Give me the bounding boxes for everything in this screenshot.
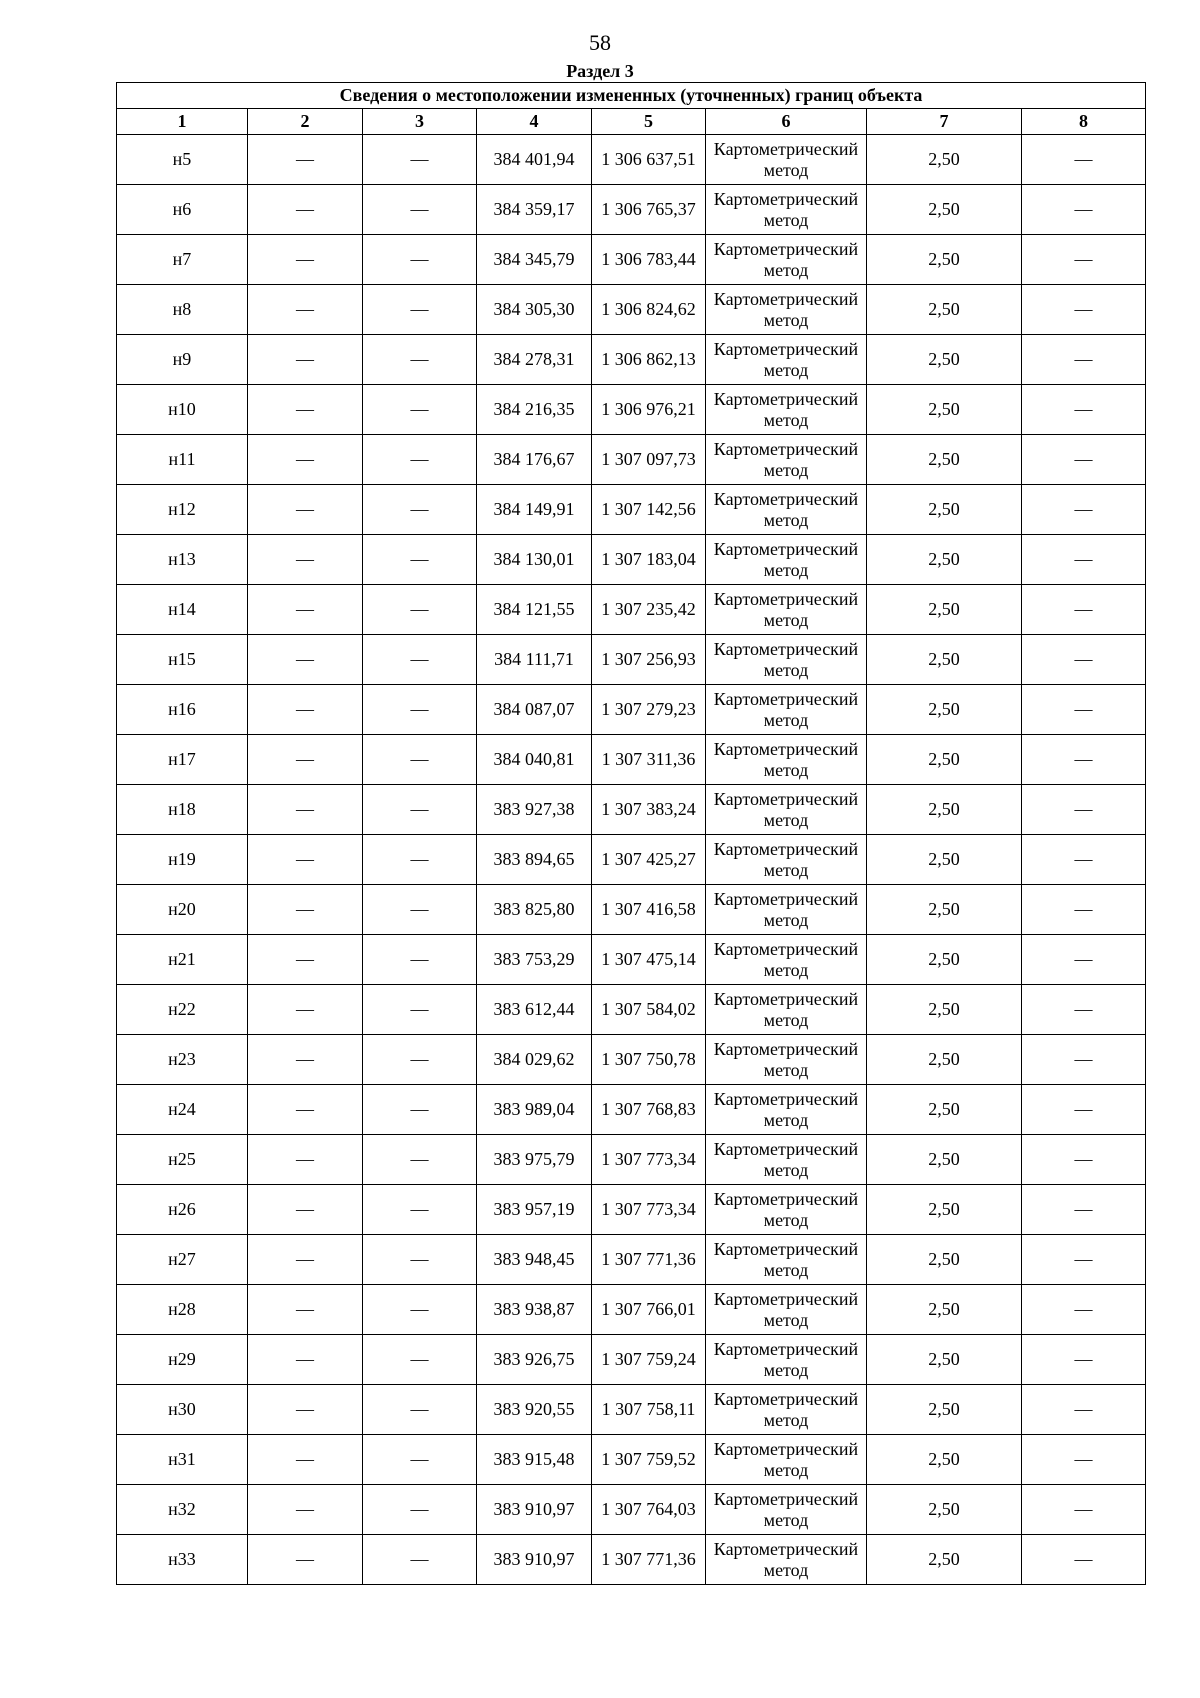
y-coordinate: 1 307 256,93 [592, 635, 706, 685]
column-8-dash: — [1022, 135, 1146, 185]
column-2-dash: — [248, 235, 363, 285]
x-coordinate: 383 989,04 [477, 1085, 592, 1135]
x-coordinate: 384 111,71 [477, 635, 592, 685]
accuracy-value: 2,50 [867, 1335, 1022, 1385]
column-3-dash: — [363, 1385, 477, 1435]
x-coordinate: 383 948,45 [477, 1235, 592, 1285]
table-row [117, 1235, 1146, 1285]
column-2-dash: — [248, 1285, 363, 1335]
column-8-dash: — [1022, 1535, 1146, 1585]
y-coordinate: 1 307 235,42 [592, 585, 706, 635]
column-2-dash: — [248, 1035, 363, 1085]
table-row [117, 835, 1146, 885]
column-2-dash: — [248, 685, 363, 735]
y-coordinate: 1 307 759,24 [592, 1335, 706, 1385]
column-3-dash: — [363, 1335, 477, 1385]
column-8-dash: — [1022, 1185, 1146, 1235]
column-3-dash: — [363, 1135, 477, 1185]
point-name: н28 [117, 1285, 248, 1335]
x-coordinate: 384 401,94 [477, 135, 592, 185]
point-name: н30 [117, 1385, 248, 1435]
y-coordinate: 1 307 097,73 [592, 435, 706, 485]
y-coordinate: 1 306 783,44 [592, 235, 706, 285]
column-8-dash: — [1022, 985, 1146, 1035]
column-8-dash: — [1022, 685, 1146, 735]
column-3-dash: — [363, 1035, 477, 1085]
table-row [117, 1135, 1146, 1185]
table-row [117, 685, 1146, 735]
column-8-dash: — [1022, 1435, 1146, 1485]
y-coordinate: 1 307 750,78 [592, 1035, 706, 1085]
determination-method: Картометрический метод [706, 285, 867, 335]
point-name: н12 [117, 485, 248, 535]
point-name: н31 [117, 1435, 248, 1485]
y-coordinate: 1 307 758,11 [592, 1385, 706, 1435]
x-coordinate: 383 938,87 [477, 1285, 592, 1335]
column-number: 2 [248, 109, 363, 135]
table-row [117, 935, 1146, 985]
column-3-dash: — [363, 1485, 477, 1535]
column-2-dash: — [248, 1435, 363, 1485]
determination-method: Картометрический метод [706, 385, 867, 435]
determination-method: Картометрический метод [706, 1035, 867, 1085]
column-2-dash: — [248, 635, 363, 685]
x-coordinate: 383 910,97 [477, 1535, 592, 1585]
point-name: н8 [117, 285, 248, 335]
column-3-dash: — [363, 1535, 477, 1585]
determination-method: Картометрический метод [706, 685, 867, 735]
x-coordinate: 384 087,07 [477, 685, 592, 735]
column-3-dash: — [363, 535, 477, 585]
column-8-dash: — [1022, 235, 1146, 285]
table-row [117, 235, 1146, 285]
table-row [117, 1385, 1146, 1435]
column-8-dash: — [1022, 1385, 1146, 1435]
point-name: н15 [117, 635, 248, 685]
page-number: 58 [589, 30, 611, 55]
x-coordinate: 383 910,97 [477, 1485, 592, 1535]
column-8-dash: — [1022, 1485, 1146, 1535]
table-caption-row [117, 83, 1146, 109]
column-3-dash: — [363, 785, 477, 835]
column-8-dash: — [1022, 335, 1146, 385]
table-row [117, 585, 1146, 635]
y-coordinate: 1 307 771,36 [592, 1535, 706, 1585]
x-coordinate: 384 149,91 [477, 485, 592, 535]
column-3-dash: — [363, 235, 477, 285]
column-3-dash: — [363, 735, 477, 785]
determination-method: Картометрический метод [706, 1235, 867, 1285]
column-8-dash: — [1022, 535, 1146, 585]
column-number: 1 [117, 109, 248, 135]
determination-method: Картометрический метод [706, 335, 867, 385]
column-8-dash: — [1022, 835, 1146, 885]
determination-method: Картометрический метод [706, 735, 867, 785]
accuracy-value: 2,50 [867, 1485, 1022, 1535]
accuracy-value: 2,50 [867, 385, 1022, 435]
table-row [117, 885, 1146, 935]
x-coordinate: 384 121,55 [477, 585, 592, 635]
accuracy-value: 2,50 [867, 1135, 1022, 1185]
determination-method: Картометрический метод [706, 135, 867, 185]
column-3-dash: — [363, 985, 477, 1035]
y-coordinate: 1 306 976,21 [592, 385, 706, 435]
column-2-dash: — [248, 335, 363, 385]
column-2-dash: — [248, 535, 363, 585]
column-number: 5 [592, 109, 706, 135]
accuracy-value: 2,50 [867, 985, 1022, 1035]
column-number: 3 [363, 109, 477, 135]
column-8-dash: — [1022, 735, 1146, 785]
column-3-dash: — [363, 585, 477, 635]
y-coordinate: 1 307 773,34 [592, 1185, 706, 1235]
column-number: 7 [867, 109, 1022, 135]
column-8-dash: — [1022, 1335, 1146, 1385]
determination-method: Картометрический метод [706, 1485, 867, 1535]
column-8-dash: — [1022, 385, 1146, 435]
y-coordinate: 1 307 475,14 [592, 935, 706, 985]
column-2-dash: — [248, 1535, 363, 1585]
column-2-dash: — [248, 935, 363, 985]
table-row [117, 185, 1146, 235]
column-8-dash: — [1022, 1285, 1146, 1335]
column-3-dash: — [363, 335, 477, 385]
column-8-dash: — [1022, 185, 1146, 235]
column-3-dash: — [363, 1185, 477, 1235]
point-name: н19 [117, 835, 248, 885]
accuracy-value: 2,50 [867, 1235, 1022, 1285]
accuracy-value: 2,50 [867, 885, 1022, 935]
point-name: н5 [117, 135, 248, 185]
point-name: н23 [117, 1035, 248, 1085]
x-coordinate: 384 216,35 [477, 385, 592, 435]
accuracy-value: 2,50 [867, 685, 1022, 735]
x-coordinate: 384 040,81 [477, 735, 592, 785]
table-row [117, 1335, 1146, 1385]
column-3-dash: — [363, 1435, 477, 1485]
determination-method: Картометрический метод [706, 635, 867, 685]
column-8-dash: — [1022, 635, 1146, 685]
column-2-dash: — [248, 1085, 363, 1135]
table-row [117, 1535, 1146, 1585]
point-name: н16 [117, 685, 248, 735]
column-3-dash: — [363, 135, 477, 185]
point-name: н14 [117, 585, 248, 635]
table-row [117, 985, 1146, 1035]
column-8-dash: — [1022, 785, 1146, 835]
point-name: н9 [117, 335, 248, 385]
table-row [117, 285, 1146, 335]
y-coordinate: 1 307 768,83 [592, 1085, 706, 1135]
table-row [117, 635, 1146, 685]
column-2-dash: — [248, 785, 363, 835]
determination-method: Картометрический метод [706, 1385, 867, 1435]
x-coordinate: 384 305,30 [477, 285, 592, 335]
column-2-dash: — [248, 985, 363, 1035]
accuracy-value: 2,50 [867, 1185, 1022, 1235]
accuracy-value: 2,50 [867, 1285, 1022, 1335]
y-coordinate: 1 307 584,02 [592, 985, 706, 1035]
table-row [117, 1085, 1146, 1135]
point-name: н13 [117, 535, 248, 585]
column-number-row [117, 109, 1146, 135]
point-name: н24 [117, 1085, 248, 1135]
column-number: 4 [477, 109, 592, 135]
column-3-dash: — [363, 385, 477, 435]
column-number: 8 [1022, 109, 1146, 135]
determination-method: Картометрический метод [706, 985, 867, 1035]
determination-method: Картометрический метод [706, 1185, 867, 1235]
y-coordinate: 1 307 311,36 [592, 735, 706, 785]
column-2-dash: — [248, 285, 363, 335]
accuracy-value: 2,50 [867, 1535, 1022, 1585]
column-2-dash: — [248, 1185, 363, 1235]
y-coordinate: 1 307 383,24 [592, 785, 706, 835]
table-row [117, 135, 1146, 185]
y-coordinate: 1 307 759,52 [592, 1435, 706, 1485]
y-coordinate: 1 306 824,62 [592, 285, 706, 335]
y-coordinate: 1 306 637,51 [592, 135, 706, 185]
table-row [117, 385, 1146, 435]
y-coordinate: 1 307 771,36 [592, 1235, 706, 1285]
table-row [117, 1435, 1146, 1485]
determination-method: Картометрический метод [706, 835, 867, 885]
point-name: н25 [117, 1135, 248, 1185]
determination-method: Картометрический метод [706, 785, 867, 835]
column-2-dash: — [248, 585, 363, 635]
accuracy-value: 2,50 [867, 435, 1022, 485]
x-coordinate: 384 359,17 [477, 185, 592, 235]
accuracy-value: 2,50 [867, 635, 1022, 685]
column-2-dash: — [248, 185, 363, 235]
x-coordinate: 383 612,44 [477, 985, 592, 1035]
point-name: н26 [117, 1185, 248, 1235]
x-coordinate: 383 927,38 [477, 785, 592, 835]
point-name: н11 [117, 435, 248, 485]
table-row [117, 535, 1146, 585]
table-row [117, 1185, 1146, 1235]
column-8-dash: — [1022, 285, 1146, 335]
table-row [117, 485, 1146, 535]
table-row [117, 435, 1146, 485]
accuracy-value: 2,50 [867, 585, 1022, 635]
x-coordinate: 383 957,19 [477, 1185, 592, 1235]
table-body [117, 135, 1146, 1585]
determination-method: Картометрический метод [706, 485, 867, 535]
point-name: н17 [117, 735, 248, 785]
column-8-dash: — [1022, 885, 1146, 935]
point-name: н20 [117, 885, 248, 935]
accuracy-value: 2,50 [867, 185, 1022, 235]
point-name: н10 [117, 385, 248, 435]
column-2-dash: — [248, 1135, 363, 1185]
x-coordinate: 384 345,79 [477, 235, 592, 285]
point-name: н32 [117, 1485, 248, 1535]
y-coordinate: 1 307 773,34 [592, 1135, 706, 1185]
table-caption: Сведения о местоположении измененных (уточненных) границ объекта [117, 83, 1146, 109]
determination-method: Картометрический метод [706, 185, 867, 235]
accuracy-value: 2,50 [867, 1085, 1022, 1135]
column-number: 6 [706, 109, 867, 135]
column-3-dash: — [363, 685, 477, 735]
column-8-dash: — [1022, 1135, 1146, 1185]
column-2-dash: — [248, 1385, 363, 1435]
point-name: н33 [117, 1535, 248, 1585]
column-8-dash: — [1022, 435, 1146, 485]
column-3-dash: — [363, 885, 477, 935]
point-name: н18 [117, 785, 248, 835]
y-coordinate: 1 307 416,58 [592, 885, 706, 935]
accuracy-value: 2,50 [867, 935, 1022, 985]
point-name: н27 [117, 1235, 248, 1285]
column-2-dash: — [248, 835, 363, 885]
y-coordinate: 1 307 766,01 [592, 1285, 706, 1335]
column-3-dash: — [363, 435, 477, 485]
y-coordinate: 1 306 765,37 [592, 185, 706, 235]
column-3-dash: — [363, 1285, 477, 1335]
table-row [117, 1485, 1146, 1535]
column-8-dash: — [1022, 935, 1146, 985]
y-coordinate: 1 307 142,56 [592, 485, 706, 535]
accuracy-value: 2,50 [867, 235, 1022, 285]
x-coordinate: 384 278,31 [477, 335, 592, 385]
column-3-dash: — [363, 835, 477, 885]
column-2-dash: — [248, 485, 363, 535]
determination-method: Картометрический метод [706, 1285, 867, 1335]
determination-method: Картометрический метод [706, 935, 867, 985]
section-title: Раздел 3 [566, 61, 634, 81]
accuracy-value: 2,50 [867, 485, 1022, 535]
table-row [117, 335, 1146, 385]
column-3-dash: — [363, 1235, 477, 1285]
column-8-dash: — [1022, 485, 1146, 535]
x-coordinate: 383 894,65 [477, 835, 592, 885]
x-coordinate: 383 975,79 [477, 1135, 592, 1185]
accuracy-value: 2,50 [867, 735, 1022, 785]
table-row [117, 1285, 1146, 1335]
accuracy-value: 2,50 [867, 1035, 1022, 1085]
table-row [117, 735, 1146, 785]
y-coordinate: 1 307 183,04 [592, 535, 706, 585]
column-2-dash: — [248, 435, 363, 485]
y-coordinate: 1 307 425,27 [592, 835, 706, 885]
column-2-dash: — [248, 385, 363, 435]
point-name: н7 [117, 235, 248, 285]
point-name: н29 [117, 1335, 248, 1385]
accuracy-value: 2,50 [867, 135, 1022, 185]
determination-method: Картометрический метод [706, 1335, 867, 1385]
column-3-dash: — [363, 635, 477, 685]
accuracy-value: 2,50 [867, 835, 1022, 885]
determination-method: Картометрический метод [706, 1435, 867, 1485]
y-coordinate: 1 306 862,13 [592, 335, 706, 385]
column-3-dash: — [363, 185, 477, 235]
accuracy-value: 2,50 [867, 1435, 1022, 1485]
column-3-dash: — [363, 485, 477, 535]
x-coordinate: 383 753,29 [477, 935, 592, 985]
column-8-dash: — [1022, 585, 1146, 635]
point-name: н21 [117, 935, 248, 985]
column-3-dash: — [363, 1085, 477, 1135]
determination-method: Картометрический метод [706, 1085, 867, 1135]
accuracy-value: 2,50 [867, 1385, 1022, 1435]
x-coordinate: 383 915,48 [477, 1435, 592, 1485]
point-name: н6 [117, 185, 248, 235]
column-8-dash: — [1022, 1035, 1146, 1085]
y-coordinate: 1 307 279,23 [592, 685, 706, 735]
determination-method: Картометрический метод [706, 585, 867, 635]
x-coordinate: 384 176,67 [477, 435, 592, 485]
x-coordinate: 384 029,62 [477, 1035, 592, 1085]
accuracy-value: 2,50 [867, 285, 1022, 335]
column-2-dash: — [248, 735, 363, 785]
table-row [117, 1035, 1146, 1085]
column-2-dash: — [248, 1485, 363, 1535]
determination-method: Картометрический метод [706, 435, 867, 485]
column-3-dash: — [363, 935, 477, 985]
column-8-dash: — [1022, 1085, 1146, 1135]
x-coordinate: 383 926,75 [477, 1335, 592, 1385]
y-coordinate: 1 307 764,03 [592, 1485, 706, 1535]
point-name: н22 [117, 985, 248, 1035]
x-coordinate: 384 130,01 [477, 535, 592, 585]
x-coordinate: 383 825,80 [477, 885, 592, 935]
accuracy-value: 2,50 [867, 785, 1022, 835]
column-2-dash: — [248, 135, 363, 185]
determination-method: Картометрический метод [706, 1135, 867, 1185]
column-2-dash: — [248, 885, 363, 935]
boundary-coordinates-table [116, 82, 1146, 1585]
x-coordinate: 383 920,55 [477, 1385, 592, 1435]
accuracy-value: 2,50 [867, 535, 1022, 585]
determination-method: Картометрический метод [706, 885, 867, 935]
column-8-dash: — [1022, 1235, 1146, 1285]
column-3-dash: — [363, 285, 477, 335]
determination-method: Картометрический метод [706, 535, 867, 585]
accuracy-value: 2,50 [867, 335, 1022, 385]
column-2-dash: — [248, 1235, 363, 1285]
determination-method: Картометрический метод [706, 1535, 867, 1585]
determination-method: Картометрический метод [706, 235, 867, 285]
column-2-dash: — [248, 1335, 363, 1385]
table-row [117, 785, 1146, 835]
